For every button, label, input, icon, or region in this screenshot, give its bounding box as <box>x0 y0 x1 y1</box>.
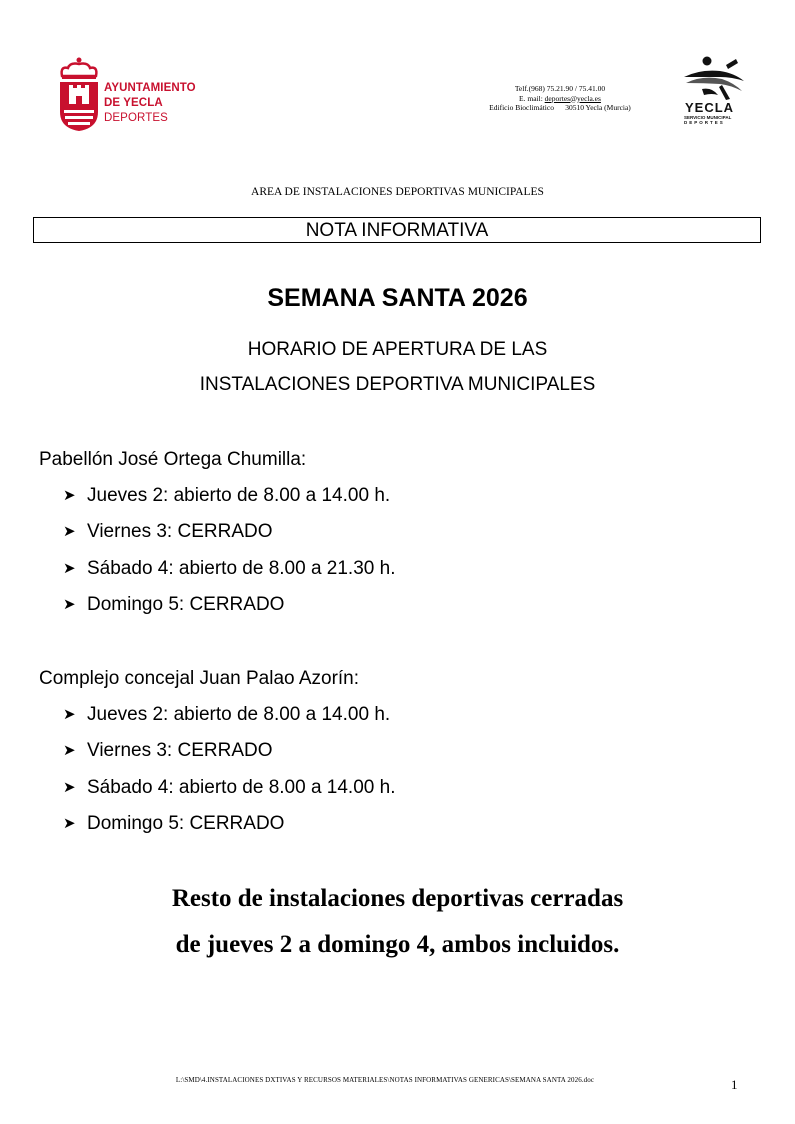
athlete-figure-icon <box>676 55 752 103</box>
footer-file-path: L:\SMD\4.INSTALACIONES DXTIVAS Y RECURSOS MATERIALES\NOTAS INFORMATIVAS GENERICAS\SEMANA SANTA 2026.doc <box>175 1076 595 1084</box>
contact-block <box>470 84 650 113</box>
org-name-line2: DE YECLA <box>104 97 163 109</box>
coat-of-arms-icon <box>58 56 100 132</box>
schedule-text: Domingo 5: CERRADO <box>87 594 285 615</box>
schedule-text: Domingo 5: CERRADO <box>87 813 285 834</box>
schedule-text: Jueves 2: abierto de 8.00 a 14.00 h. <box>87 704 391 725</box>
list-item <box>63 777 395 799</box>
page-title: SEMANA SANTA 2026 <box>267 284 528 312</box>
schedule-text: Viernes 3: CERRADO <box>87 521 273 542</box>
subtitle-line1: HORARIO DE APERTURA DE LAS <box>247 339 548 360</box>
contact-email-line <box>470 94 650 104</box>
subtitle-line2: INSTALACIONES DEPORTIVA MUNICIPALES <box>199 374 596 395</box>
org-name-line1: AYUNTAMIENTO <box>104 82 196 94</box>
list-item <box>63 485 390 507</box>
closing-line2: de jueves 2 a domingo 4, ambos incluidos. <box>175 931 620 958</box>
list-item <box>63 740 273 762</box>
contact-email-label: E. mail: <box>519 93 543 103</box>
yecla-logo-subtext <box>684 115 744 125</box>
facility-name: Complejo concejal Juan Palao Azorín: <box>39 668 360 689</box>
schedule-text: Sábado 4: abierto de 8.00 a 21.30 h. <box>87 558 396 579</box>
list-item <box>63 558 395 580</box>
arrow-bullet-icon: ➤ <box>63 815 76 832</box>
deportes-logo <box>676 55 752 131</box>
arrow-bullet-icon: ➤ <box>63 596 76 613</box>
contact-address: Edificio Bioclimático 30510 Yecla (Murcia) <box>489 103 631 112</box>
contact-phone: Telf.(968) 75.21.90 / 75.41.00 <box>514 84 606 93</box>
list-item <box>63 594 284 616</box>
closing-line1: Resto de instalaciones deportivas cerradas <box>171 885 624 912</box>
yecla-logo-sub1: SERVICIO MUNICIPAL <box>684 115 732 120</box>
arrow-bullet-icon: ➤ <box>63 706 76 723</box>
arrow-bullet-icon: ➤ <box>63 742 76 759</box>
org-dept: DEPORTES <box>104 112 168 124</box>
facility-name: Pabellón José Ortega Chumilla: <box>39 449 307 470</box>
list-item <box>63 521 273 543</box>
schedule-text: Jueves 2: abierto de 8.00 a 14.00 h. <box>87 485 391 506</box>
schedule-text: Viernes 3: CERRADO <box>87 740 273 761</box>
ayuntamiento-logo <box>58 56 208 134</box>
contact-email-link[interactable]: deportes@yecla.es <box>544 93 601 103</box>
nota-informativa-box: NOTA INFORMATIVA <box>33 217 761 243</box>
list-item <box>63 813 284 835</box>
arrow-bullet-icon: ➤ <box>63 560 76 577</box>
area-heading: AREA DE INSTALACIONES DEPORTIVAS MUNICIPALES <box>251 186 544 198</box>
arrow-bullet-icon: ➤ <box>63 487 76 504</box>
list-item <box>63 704 390 726</box>
schedule-text: Sábado 4: abierto de 8.00 a 14.00 h. <box>87 777 396 798</box>
page-number: 1 <box>731 1077 738 1092</box>
yecla-logo-sub2: DEPORTES <box>684 120 725 125</box>
arrow-bullet-icon: ➤ <box>63 523 76 540</box>
yecla-logo-text: YECLA <box>685 100 735 115</box>
arrow-bullet-icon: ➤ <box>63 779 76 796</box>
